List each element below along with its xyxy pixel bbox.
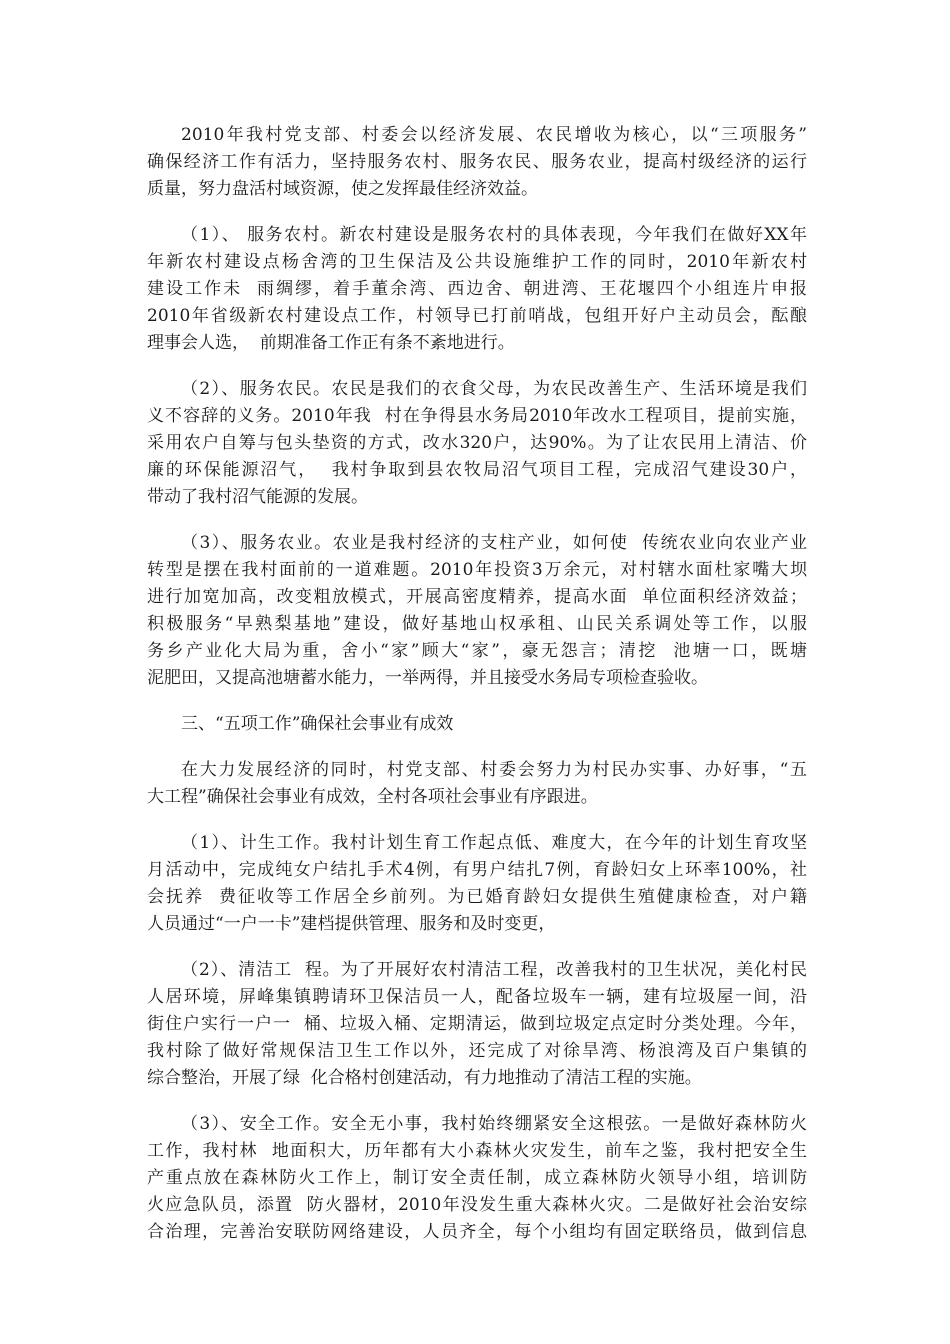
paragraph xyxy=(147,122,807,203)
text-line: 积极服务“早熟梨基地”建设，做好基地山权承租、山民关系调处等工作，以服 xyxy=(147,614,807,634)
text-line: 火应急队员，添置 防火器材，2010年没发生重大森林火灾。二是做好社会治安综 xyxy=(147,1195,807,1215)
text-line: （1）、计生工作。我村计划生育工作起点低、难度大，在今年的计划生育攻坚 xyxy=(181,833,807,853)
text-line: 产重点放在森林防火工作上，制订安全责任制，成立森林防火领导小组，培训防 xyxy=(147,1168,807,1188)
text-line: 人居环境，屏峰集镇聘请环卫保洁员一人，配备垃圾车一辆，建有垃圾屋一间，沿 xyxy=(147,987,807,1007)
text-line: 义不容辞的义务。2010年我 村在争得县水务局2010年改水工程项目，提前实施， xyxy=(147,406,807,426)
text-line: 工作，我村林 地面积大，历年都有大小森林火灾发生，前车之鉴，我村把安全生 xyxy=(147,1141,807,1161)
text-line: 理事会人选， 前期准备工作正有条不紊地进行。 xyxy=(147,333,515,353)
text-line: 采用农户自筹与包头垫资的方式，改水320户，达90%。为了让农民用上清洁、价 xyxy=(147,433,807,453)
text-line: 会抚养 费征收等工作居全乡前列。为已婚育龄妇女提供生殖健康检查，对户籍 xyxy=(147,887,807,907)
text-line: 带动了我村沼气能源的发展。 xyxy=(147,487,368,507)
text-line: 泥肥田，又提高池塘蓄水能力，一举两得，并且接受水务局专项检查验收。 xyxy=(147,668,708,688)
text-line: （2）、服务农民。农民是我们的衣食父母，为农民改善生产、生活环境是我们 xyxy=(181,379,807,399)
text-line: 年新农村建设点杨舍湾的卫生保洁及公共设施维护工作的同时，2010年新农村 xyxy=(147,252,807,272)
text-line: 2010年我村党支部、村委会以经济发展、农民增收为核心，以“三项服务” xyxy=(181,125,807,145)
text-line: 在大力发展经济的同时，村党支部、村委会努力为村民办实事、办好事，“五 xyxy=(181,760,807,780)
text-line: 务乡产业化大局为重，舍小“家”顾大“家”，豪无怨言；清挖 池塘一口，既塘 xyxy=(147,641,807,661)
text-line: 建设工作未 雨绸缪，着手董余湾、西边舍、朝进湾、王花堰四个小组连片申报 xyxy=(147,279,807,299)
text-line: 我村除了做好常规保洁卫生工作以外，还完成了对徐旱湾、杨浪湾及百户集镇的 xyxy=(147,1041,807,1061)
text-line: 廉的环保能源沼气， 我村争取到县农牧局沼气项目工程，完成沼气建设30户， xyxy=(147,460,807,480)
paragraph xyxy=(147,1111,807,1246)
paragraph xyxy=(147,757,807,811)
paragraph xyxy=(147,222,807,357)
text-line: 大工程”确保社会事业有成效，全村各项社会事业有序跟进。 xyxy=(147,787,598,807)
text-line: 质量，努力盘活村域资源，使之发挥最佳经济效益。 xyxy=(147,179,538,199)
paragraph xyxy=(147,376,807,511)
paragraph xyxy=(147,830,807,938)
text-line: 月活动中，完成纯女户结扎手术4例，有男户结扎7例，育龄妇女上环率100%，社 xyxy=(147,860,807,880)
document-page xyxy=(147,122,807,1265)
text-line: 街住户实行一户一 桶、垃圾入桶、定期清运，做到垃圾定点定时分类处理。今年， xyxy=(147,1014,807,1034)
text-line: 合治理，完善治安联防网络建设，人员齐全，每个小组均有固定联络员，做到信息 xyxy=(147,1222,807,1242)
text-line: （3）、服务农业。农业是我村经济的支柱产业，如何使 传统农业向农业产业 xyxy=(181,533,807,553)
text-line: 综合整治，开展了绿 化合格村创建活动，有力地推动了清洁工程的实施。 xyxy=(147,1068,702,1088)
text-line: 三、“五项工作”确保社会事业有成效 xyxy=(181,714,454,734)
section-heading xyxy=(147,711,807,738)
text-line: 进行加宽加高，改变粗放模式，开展高密度精养，提高水面 单位面积经济效益； xyxy=(147,587,807,607)
text-line: 转型是摆在我村面前的一道难题。2010年投资3万余元，对村辖水面杜家嘴大坝 xyxy=(147,560,807,580)
text-line: （3）、安全工作。安全无小事，我村始终绷紧安全这根弦。一是做好森林防火 xyxy=(181,1114,807,1134)
text-line: （2）、清洁工 程。为了开展好农村清洁工程，改善我村的卫生状况，美化村民 xyxy=(181,960,807,980)
text-line: 2010年省级新农村建设点工作，村领导已打前哨战，包组开好户主动员会，酝酿 xyxy=(147,306,807,326)
text-line: 确保经济工作有活力，坚持服务农村、服务农民、服务农业，提高村级经济的运行 xyxy=(147,152,807,172)
text-line: 人员通过“一户一卡”建档提供管理、服务和及时变更， xyxy=(147,914,556,934)
text-line: （1）、 服务农村。新农村建设是服务农村的具体表现，今年我们在做好XX年 xyxy=(181,225,807,245)
paragraph xyxy=(147,957,807,1092)
paragraph xyxy=(147,530,807,692)
